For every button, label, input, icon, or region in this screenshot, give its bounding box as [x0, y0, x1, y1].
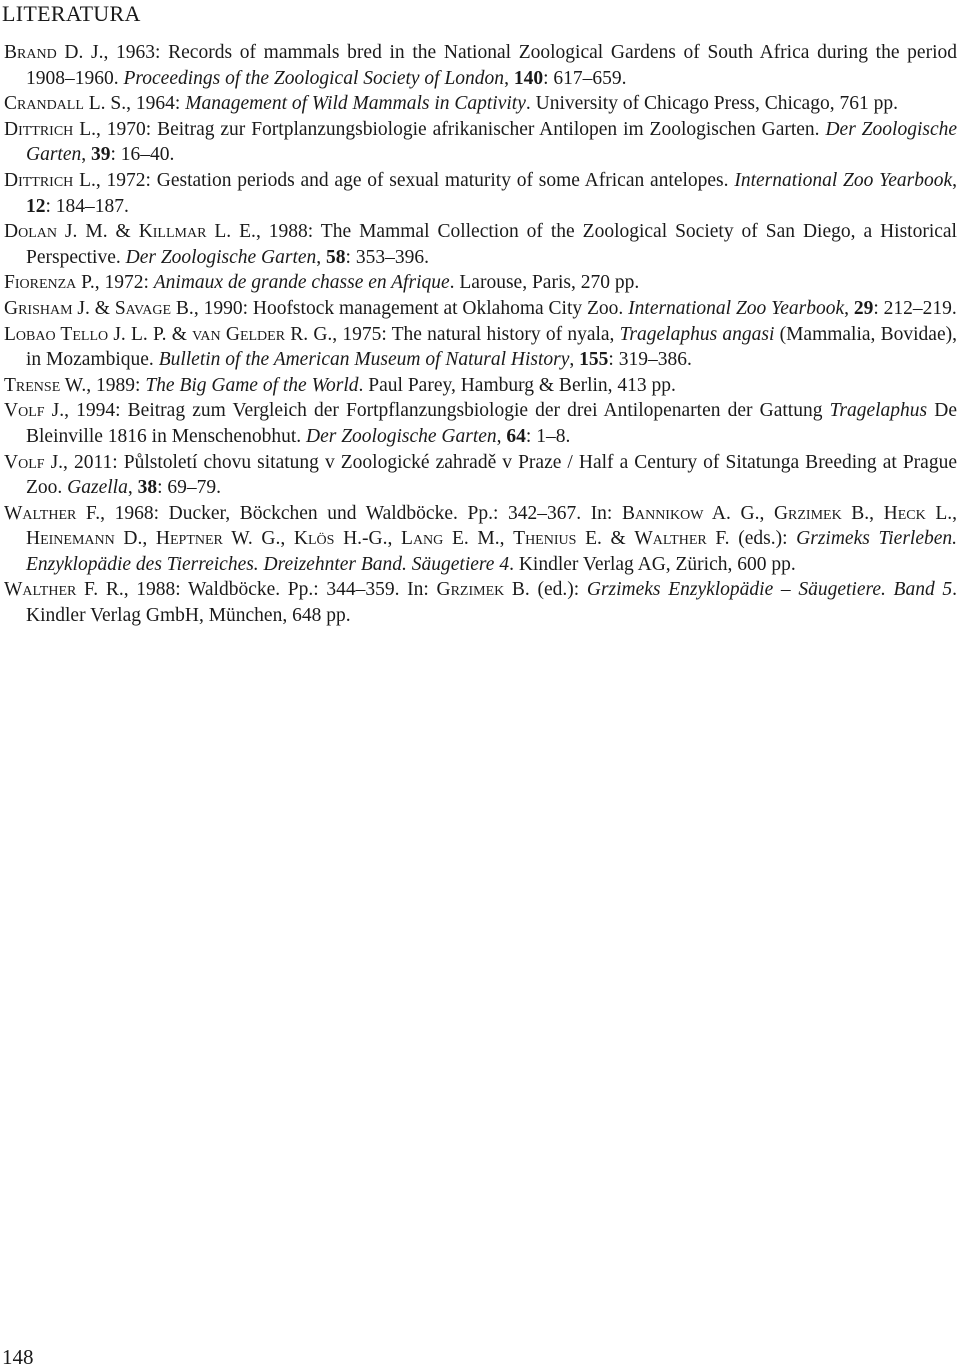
- reference-text: ,: [952, 502, 958, 524]
- reference-author: Bannikow A. G.: [621, 502, 760, 524]
- reference-author: Killmar L. E.: [138, 221, 256, 243]
- reference-entry: [4, 373, 957, 399]
- reference-text: : 353–396.: [345, 246, 429, 268]
- reference-title: Der Zoologische Garten: [125, 246, 317, 268]
- reference-title: Der Zoologische Garten: [26, 118, 958, 166]
- reference-text: , 1988: Waldböcke. Pp.: 344–359. In:: [123, 579, 437, 601]
- reference-title: Animaux de grande chasse en Afrique: [153, 272, 450, 294]
- reference-text: (eds.):: [729, 528, 797, 550]
- reference-text: , 1989:: [86, 374, 146, 396]
- reference-text: . Kindler Verlag GmbH, München, 648 pp.: [26, 579, 958, 627]
- reference-text: (ed.):: [529, 579, 587, 601]
- reference-author: Dittrich L.: [4, 169, 96, 191]
- reference-text: : 69–79.: [157, 477, 222, 499]
- reference-title: Tragelaphus: [829, 400, 928, 422]
- reference-author: Grzimek B.: [773, 502, 870, 524]
- reference-volume: 38: [137, 477, 158, 499]
- reference-author: Grisham J.: [4, 297, 90, 319]
- reference-text: ,: [759, 502, 774, 524]
- reference-text: , 1970: Beitrag zur Fortplanzungsbiologie afrikanischer Antilopen im Zoologischen Garten.: [96, 118, 826, 140]
- reference-entry: [4, 91, 957, 117]
- reference-volume: 64: [506, 425, 526, 447]
- reference-text: ,: [81, 144, 91, 166]
- reference-volume: 29: [853, 297, 874, 319]
- reference-author: Lang E. M.: [401, 528, 500, 550]
- reference-volume: 155: [579, 349, 609, 371]
- reference-text: ,: [952, 169, 957, 191]
- reference-title: Proceedings of the Zoological Society of London: [123, 67, 505, 89]
- reference-text: ,: [127, 477, 138, 499]
- reference-text: ,: [569, 349, 580, 371]
- page-number: 148: [2, 1345, 34, 1369]
- reference-text: ,: [844, 297, 854, 319]
- reference-volume: 39: [91, 144, 111, 166]
- reference-text: ,: [499, 528, 514, 550]
- reference-text: , 1968: Ducker, Böckchen und Waldböcke. Pp.: 342–367. In:: [100, 502, 622, 524]
- reference-author: Thenius E.: [513, 528, 602, 550]
- reference-author: Walther F.: [4, 502, 101, 524]
- reference-title: Der Zoologische Garten: [306, 425, 497, 447]
- reference-entry: [4, 270, 957, 296]
- reference-author: Volf J.: [4, 400, 65, 422]
- reference-text: ,: [496, 425, 507, 447]
- reference-entry: [4, 398, 957, 449]
- reference-volume: 58: [326, 246, 346, 268]
- reference-author: Crandall L. S.: [4, 93, 127, 115]
- reference-text: : 212–219.: [873, 297, 957, 319]
- reference-text: , 1994: Beitrag zum Vergleich der Fortpflanzungsbiologie der drei Antilopenarten der Gattung: [64, 400, 830, 422]
- reference-author: Dittrich L.: [4, 118, 96, 140]
- reference-text: &: [107, 221, 139, 243]
- reference-text: , 1972:: [94, 272, 154, 294]
- reference-entry: [4, 219, 957, 270]
- reference-text: , 1972: Gestation periods and age of sexual maturity of some African antelopes.: [95, 169, 735, 191]
- reference-title: Tragelaphus angasi: [619, 323, 775, 345]
- reference-text: ,: [316, 246, 327, 268]
- reference-entry: [4, 117, 957, 168]
- reference-title: Bulletin of the American Museum of Natural History: [158, 349, 570, 371]
- reference-volume: 12: [26, 195, 46, 217]
- reference-text: , 1964:: [126, 93, 186, 115]
- reference-text: . Larouse, Paris, 270 pp.: [449, 272, 640, 294]
- reference-text: , 2011: Půlstoletí chovu sitatung v Zoologické zahradě v Praze / Half a Century of Sitatunga Breeding at Prague Zoo.: [26, 451, 957, 499]
- reference-author: Walther F. R.: [4, 579, 124, 601]
- reference-author: van Gelder R. G.: [192, 323, 333, 345]
- reference-text: , 1990: Hoofstock management at Oklahoma City Zoo.: [193, 297, 629, 319]
- reference-text: ,: [387, 528, 402, 550]
- reference-author: Savage B.: [114, 297, 194, 319]
- reference-title: Gazella: [67, 477, 128, 499]
- reference-author: Klös H.-G.: [293, 528, 388, 550]
- reference-author: Volf J.: [4, 451, 64, 473]
- reference-text: , 1975: The natural history of nyala,: [332, 323, 620, 345]
- reference-author: Lobao Tello J. L. P.: [4, 323, 167, 345]
- reference-entry: [4, 322, 957, 373]
- reference-text: ,: [504, 67, 514, 89]
- reference-entry: [4, 296, 957, 322]
- reference-author: Grzimek B.: [436, 579, 530, 601]
- reference-entry: [4, 168, 957, 219]
- reference-entry: [4, 450, 957, 501]
- reference-title: Grzimeks Enzyklopädie – Säugetiere. Band 5: [586, 579, 953, 601]
- reference-text: . Paul Parey, Hamburg & Berlin, 413 pp.: [358, 374, 676, 396]
- reference-text: De Bleinville 1816 in Menschenobhut.: [26, 400, 957, 447]
- reference-title: Management of Wild Mammals in Captivity: [185, 93, 526, 115]
- reference-title: International Zoo Yearbook: [734, 169, 953, 191]
- reference-author: Heck L.: [883, 502, 953, 524]
- reference-text: : 319–386.: [608, 349, 692, 371]
- reference-author: Dolan J. M.: [4, 221, 108, 243]
- reference-author: Brand D. J.: [4, 42, 104, 63]
- reference-text: &: [166, 323, 193, 345]
- reference-title: International Zoo Yearbook: [628, 297, 845, 319]
- reference-text: ,: [869, 502, 884, 524]
- reference-list: [4, 40, 957, 629]
- reference-text: : 1–8.: [525, 425, 571, 447]
- reference-text: &: [601, 528, 635, 550]
- reference-text: , 1963: Records of mammals bred in the National Zoological Gardens of South Africa during the period 1908–1960.: [26, 42, 957, 89]
- reference-author: Trense W.: [4, 374, 87, 396]
- reference-text: (Mammalia, Bovidae), in Mozambique.: [26, 323, 957, 371]
- reference-author: Walther F.: [634, 528, 730, 550]
- reference-text: . University of Chicago Press, Chicago, 761 pp.: [525, 93, 898, 115]
- reference-text: : 184–187.: [45, 195, 129, 217]
- reference-text: ,: [280, 528, 294, 550]
- reference-text: ,: [142, 528, 156, 550]
- reference-text: : 16–40.: [110, 144, 175, 166]
- reference-title: Grzimeks Tierleben. Enzyklopädie des Tierreiches. Dreizehnter Band. Säugetiere 4: [26, 528, 958, 575]
- reference-entry: [4, 501, 957, 578]
- reference-text: . Kindler Verlag AG, Zürich, 600 pp.: [509, 553, 796, 575]
- reference-text: &: [89, 297, 115, 319]
- reference-volume: 140: [513, 67, 544, 89]
- reference-entry: [4, 40, 957, 91]
- reference-author: Heinemann D.: [26, 528, 143, 550]
- section-heading: LITERATURA: [2, 1, 141, 26]
- reference-author: Fiorenza P.: [4, 272, 95, 294]
- reference-entry: [4, 577, 957, 628]
- reference-title: The Big Game of the World: [145, 374, 359, 396]
- reference-author: Heptner W. G.: [155, 528, 281, 550]
- reference-text: , 1988: The Mammal Collection of the Zoological Society of San Diego, a Historical Perspective.: [26, 221, 957, 268]
- reference-text: : 617–659.: [543, 67, 627, 89]
